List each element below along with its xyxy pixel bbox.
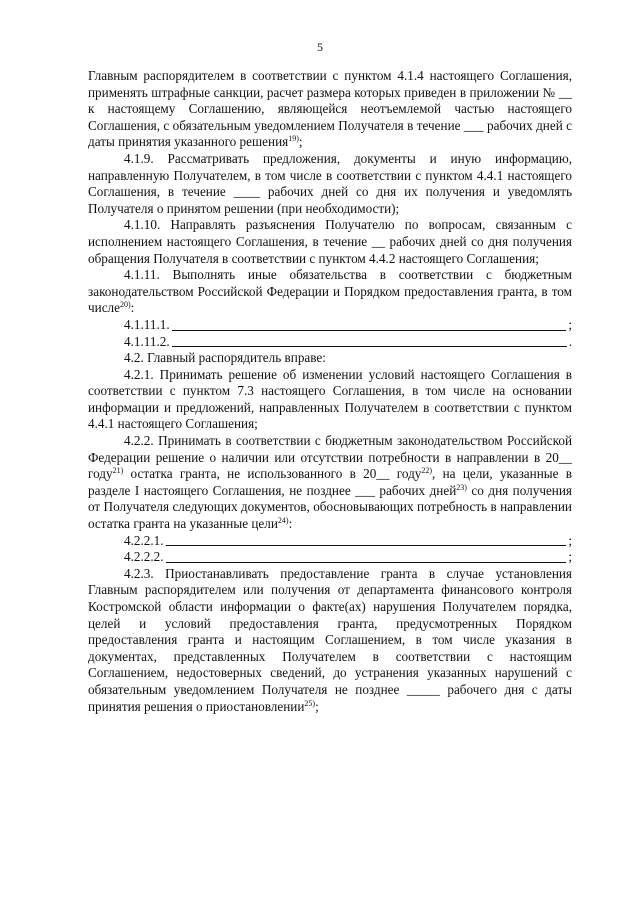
footnote-ref: 20) [119,300,131,310]
paragraph-4-1-11: 4.1.11. Выполнять иные обязательства в соответствии с бюджетным законодательством Российской Федерации и Порядком предоставления гранта, в том числе$^{20)}$: [88,267,572,316]
item-label: 4.1.11.2. [124,333,170,349]
fill-line-4-2-2-2 [88,549,572,566]
footnote-ref: 25) [304,698,316,708]
item-end: ; [568,316,572,332]
item-end: . [568,333,572,349]
item-end: ; [568,532,572,548]
footnote-ref: 24) [277,516,289,526]
fill-line-4-1-11-2 [88,334,572,351]
paragraph-4-2-1: 4.2.1. Принимать решение об изменении условий настоящего Соглашения в соответствии с пунктом 7.3 настоящего Соглашения, в том числе на основании информации и предложений, направленных Получателем в соответствии с пунктом 4.4.1 настоящего Соглашения; [88,366,572,432]
item-label: 4.2.2.2. [124,549,164,565]
footnote-ref: 19) [288,134,299,144]
paragraph-4-2: 4.2. Главный распорядитель вправе: [124,350,326,366]
footnote-ref: 21) [112,466,124,476]
blank-line [166,562,567,563]
paragraph-4-1-8-continued: Главным распорядителем в соответствии с пунктом 4.1.4 настоящего Соглашения, применять штрафные санкции, расчет размера которых приведен в приложении № __ к настоящему Соглашению, являющейся неотъемлемой частью настоящего Соглашения, с обязательным уведомлением Получателя в течение ___ рабочих дней с даты принятия указанного решения$^{19)}$; [88,68,572,150]
item-end: ; [568,549,572,565]
fill-line-4-2-2-1 [88,533,572,550]
footnote-ref: 23) [456,482,467,492]
paragraph-4-1-9: 4.1.9. Рассматривать предложения, документы и иную информацию, направленную Получателем, в том числе в соответствии с пунктом 4.4.1 настоящего Соглашения, в течение ____ рабочих дней со дня их получения и уведомлять Получателя о принятом решении (при необходимости); [88,150,572,216]
item-label: 4.2.2.1. [124,532,164,548]
blank-line [166,545,567,546]
document-body [88,68,572,715]
fill-line-4-1-11-1 [88,317,572,334]
page-number: 5 [317,40,323,54]
paragraph-4-2-2: 4.2.2. Принимать в соответствии с бюджетным законодательством Российской Федерации решение о наличии или отсутствии потребности в направлении в 20__ году$^{21)}$ остатка гранта, не использованного в 20__ году$^{22)}$, на цели, указанные в разделе I настоящего Соглашения, не позднее ___ рабочих дней$^{23)}$ со дня получения от Получателя следующих документов, обосновывающих потребность в направлении остатка гранта на указанные цели$^{24)}$: [88,433,572,532]
paragraph-4-2-3: 4.2.3. Приостанавливать предоставление гранта в случае установления Главным распорядителем или получения от департамента финансового контроля Костромской области информации о факте(ах) нарушения Получателем порядка, целей и условий предоставления гранта, предусмотренных Порядком предоставления гранта и настоящим Соглашением, в том числе указания в документах, представленных Получателем в соответствии с настоящим Соглашением, недостоверных сведений, до устранения указанных нарушений с обязательным уведомлением Получателя не позднее _____ рабочего дня с даты принятия решения о приостановлении$^{25)}$; [88,565,572,714]
footnote-ref: 22) [421,466,433,476]
item-label: 4.1.11.1. [124,316,170,332]
blank-line [172,330,567,331]
paragraph-4-1-10: 4.1.10. Направлять разъяснения Получателю по вопросам, связанным с исполнением настоящего Соглашения, в течение __ рабочих дней со дня получения обращения Получателя в соответствии с пунктом 4.4.2 настоящего Соглашения; [88,217,572,266]
blank-line [172,346,567,347]
